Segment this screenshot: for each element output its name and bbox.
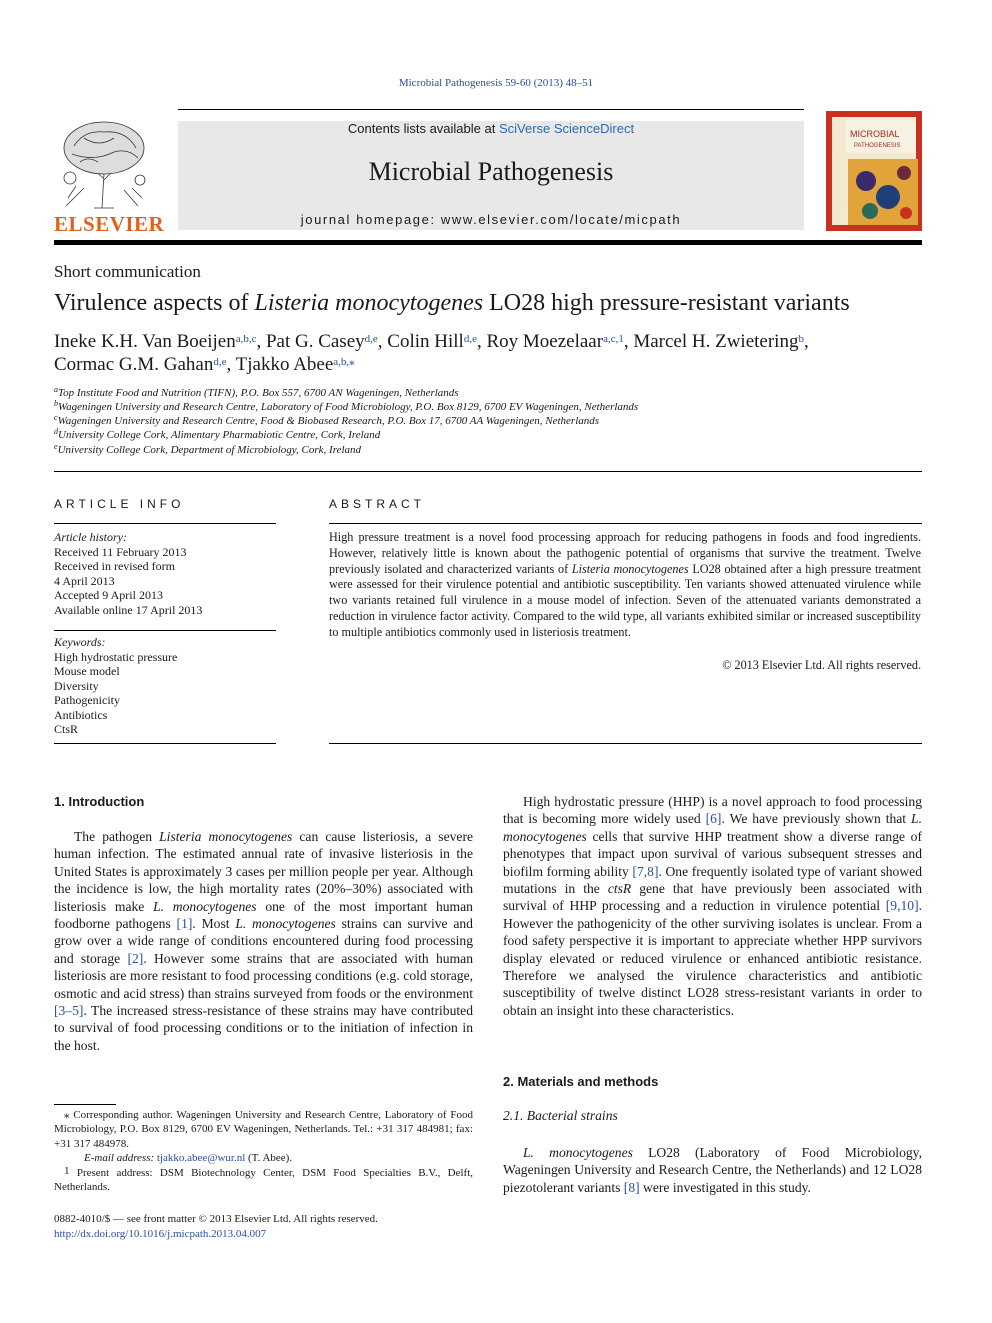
- citation-link[interactable]: [3–5]: [54, 1003, 84, 1019]
- author-name: Ineke K.H. Van Boeijen: [54, 331, 236, 352]
- strains-paragraph: [503, 1144, 922, 1196]
- affiliation-text: Wageningen University and Research Centre, Food & Biobased Research, P.O. Box 17, 6700 AA Wageningen, Netherlands: [57, 415, 600, 427]
- abstract-rule: [329, 523, 922, 524]
- affiliation: [54, 415, 599, 427]
- history-item: Received 11 February 2013: [54, 544, 187, 559]
- article-history: [54, 530, 276, 617]
- keywords: [54, 635, 276, 737]
- text: can cause listeriosis, a severe human infection. The estimated annual rate of invasive listeriosis in the United States is approximately 3 cases per million people per year. Although the incidence is low, the high mortality rates (20%–30%) associated with listeriosis make: [54, 829, 474, 914]
- citation-link[interactable]: [7,8]: [632, 863, 659, 879]
- footnote-text: Corresponding author. Wageningen University and Research Centre, Laboratory of Food Microbiology, P.O. Box 8129, 6700 EV Wageningen, Netherlands. Tel.: +31 317 484981; fax: +31 317 484978.: [54, 1109, 473, 1150]
- author-name: Tjakko Abee: [235, 354, 334, 375]
- species: L. monocytogenes: [523, 1145, 633, 1160]
- footnote-rule: [54, 1104, 116, 1105]
- header-thick-rule: [54, 240, 922, 245]
- text: . However some strains that are associated with human listeriosis are more resistant to food processing conditions (e.g. cold storage, osmotic and acid stress) than strains surveyed from foods or the environment: [54, 950, 473, 1001]
- text: . We have previously shown that: [721, 811, 912, 827]
- text: . One frequently isolated type of variant showed mutations in the: [503, 863, 923, 897]
- keyword: Pathogenicity: [54, 693, 120, 707]
- text: High hydrostatic pressure (HHP) is a novel approach to food processing that is becoming more widely used: [503, 794, 922, 827]
- affiliation: [54, 429, 380, 441]
- info-rule: [54, 743, 276, 744]
- abstract-text: [329, 530, 921, 641]
- history-item: 4 April 2013: [54, 573, 115, 588]
- author[interactable]: [486, 331, 623, 352]
- footnote-text: Present address: DSM Biotechnology Center, DSM Food Specialties B.V., Delft, Netherlands.: [54, 1166, 473, 1194]
- elsevier-tree-icon: [54, 118, 156, 210]
- homepage-url[interactable]: www.elsevier.com/locate/micpath: [440, 212, 682, 227]
- strains-heading: 2.1. Bacterial strains: [503, 1108, 618, 1123]
- affiliation-text: University College Cork, Department of Microbiology, Cork, Ireland: [57, 444, 362, 456]
- author-name: Cormac G.M. Gahan: [54, 354, 214, 375]
- abstract-heading: ABSTRACT: [329, 497, 426, 511]
- footnote-mark: 1: [64, 1164, 70, 1177]
- species: L. monocytogenes: [503, 811, 922, 844]
- methods-heading: 2. Materials and methods: [503, 1074, 659, 1089]
- title-part: Virulence aspects of: [54, 290, 255, 316]
- author-affil[interactable]: d,e: [213, 356, 227, 368]
- citation-link[interactable]: [9,10]: [885, 898, 919, 914]
- author[interactable]: [266, 331, 378, 352]
- history-item: Accepted 9 April 2013: [54, 588, 163, 602]
- text: . However the pathogenicity of the other surviving isolates is unclear. From a food safety perspective it is important to appreciate whether HPP survivors display elevated or reduced virulence or enhanced antibiotic resistance. Therefore we analysed the virulence characteristics and antibiotic susceptibility of twelve distinct LO28 stress-resistant variants in order to obtain an insight into these characteristics.: [503, 898, 922, 1018]
- keywords-label: Keywords:: [54, 635, 106, 649]
- affiliation-key: c: [54, 413, 58, 422]
- text: . The increased stress-resistance of these strains may have contributed to survival of food processing conditions or to the initiation of infection in the host.: [54, 1003, 473, 1053]
- citation-link[interactable]: [6]: [705, 811, 722, 827]
- text: The pathogen: [74, 829, 160, 844]
- elsevier-logo: [54, 118, 165, 236]
- corresponding-author-note: [54, 1108, 473, 1151]
- keyword: Mouse model: [54, 664, 120, 678]
- present-address-note: [54, 1166, 473, 1195]
- author-name: Marcel H. Zwietering: [633, 331, 799, 352]
- keyword: High hydrostatic pressure: [54, 649, 178, 664]
- text: were investigated in this study.: [639, 1179, 811, 1195]
- journal-citation[interactable]: Microbial Pathogenesis 59-60 (2013) 48–51: [398, 77, 594, 89]
- author-affil[interactable]: d,e: [463, 333, 477, 345]
- text: cells that survive HHP treatment show a diverse range of phenotypes that impact upon survival of various subsequent stresses and biofilm forming ability: [503, 828, 922, 879]
- copyright: © 2013 Elsevier Ltd. All rights reserved.: [722, 658, 921, 672]
- doi-link[interactable]: http://dx.doi.org/10.1016/j.micpath.2013.04.007: [54, 1228, 267, 1240]
- title-species: Listeria monocytogenes: [254, 290, 484, 316]
- author[interactable]: [236, 354, 355, 375]
- abstract-species: Listeria monocytogenes: [571, 561, 689, 576]
- author-affil[interactable]: d,e: [364, 333, 378, 345]
- issn-line: 0882-4010/$ — see front matter © 2013 Elsevier Ltd. All rights reserved.: [54, 1213, 378, 1225]
- email-note: [54, 1151, 473, 1165]
- author-name: Pat G. Casey: [265, 331, 365, 352]
- affiliation-text: Wageningen University and Research Centre, Laboratory of Food Microbiology, P.O. Box 8129, 6700 EV Wageningen, Netherlands: [58, 401, 639, 413]
- author-affil[interactable]: a,b,c: [235, 333, 257, 345]
- footnote-mark: ⁎: [64, 1109, 70, 1121]
- author-list: Ineke K.H. Van Boeijen$^{a,b,c}$, Pat G. Casey$^{d,e}$, Colin Hill$^{d,e}$, Roy Moezelaar$^{a,c,1}$, Marcel H. Zwietering$^b$, Cormac G.M. Gahan$^{d,e}$, Tjakko Abee$^{a,b,⁎}$: [54, 331, 809, 375]
- intro-heading: 1. Introduction: [54, 794, 145, 809]
- author[interactable]: [387, 331, 477, 352]
- contents-prefix: Contents lists available at: [347, 121, 499, 136]
- email-label: E-mail address:: [84, 1152, 157, 1165]
- citation-link[interactable]: [2]: [127, 950, 144, 966]
- affiliation-key: d: [54, 427, 58, 436]
- affiliation-key: a: [54, 385, 58, 394]
- history-item: Received in revised form: [54, 559, 175, 573]
- email-link[interactable]: tjakko.abee@wur.nl: [156, 1152, 246, 1165]
- info-rule: [54, 523, 276, 524]
- affiliation: [54, 444, 361, 456]
- section-rule: [54, 471, 922, 472]
- abstract-rule: [329, 743, 922, 744]
- footnotes: [54, 1108, 473, 1194]
- text: one of the most important human foodborne pathogens: [54, 898, 473, 932]
- cover-art-icon: [826, 111, 922, 231]
- keyword: Diversity: [54, 678, 99, 693]
- author-affil[interactable]: a,c,1: [603, 333, 624, 345]
- species: L. monocytogenes: [153, 898, 257, 914]
- header-rule: [178, 109, 804, 110]
- sciencedirect-link[interactable]: SciVerse ScienceDirect: [498, 121, 635, 136]
- species: Listeria monocytogenes: [159, 829, 293, 844]
- intro-paragraph-1: [54, 828, 473, 1054]
- info-rule: [54, 630, 276, 631]
- history-label: Article history:: [54, 530, 127, 544]
- abstract-part: LO28 obtained after a high pressure treatment were assessed for their virulence potential and antibiotic susceptibility. Ten variants showed attenuated virulence while two variants retained full virulence in a mouse model of infection. Seven of the attenuated variants demonstrated a reduction in virulence factor activity. Compared to the wild type, all variants exhibited similar or increased susceptibility to multiple antibiotics commonly used in listeriosis treatment.: [329, 561, 921, 639]
- author-affil[interactable]: b: [798, 333, 804, 345]
- email-suffix: (T. Abee).: [245, 1152, 293, 1165]
- author[interactable]: [54, 331, 256, 352]
- title-part: LO28 high pressure-resistant variants: [483, 290, 850, 316]
- text: . Most: [192, 916, 236, 932]
- abstract-part: High pressure treatment is a novel food processing approach for reducing pathogens in foods and food ingredients. However, relatively little is known about the pathogenic potential of organisms that survive the treatment. Twelve previously isolated and characterized variants of: [329, 530, 921, 576]
- cover-title-line2: PATHOGENESIS: [854, 143, 901, 149]
- citation-link[interactable]: [8]: [623, 1179, 640, 1195]
- history-item: Available online 17 April 2013: [54, 602, 203, 617]
- keyword: CtsR: [54, 722, 79, 736]
- author-name: Colin Hill: [387, 331, 464, 352]
- homepage-prefix: journal homepage:: [300, 212, 441, 227]
- journal-homepage: [178, 212, 804, 227]
- intro-paragraph-2: [503, 793, 922, 1019]
- affiliation-text: Top Institute Food and Nutrition (TIFN), P.O. Box 557, 6700 AN Wageningen, Netherlands: [58, 387, 459, 399]
- author-name: Roy Moezelaar: [486, 331, 604, 352]
- species: L. monocytogenes: [235, 916, 336, 932]
- affiliation: [54, 387, 459, 399]
- author[interactable]: [633, 331, 804, 352]
- elsevier-wordmark: ELSEVIER: [54, 212, 165, 236]
- author[interactable]: [54, 354, 227, 375]
- contents-line: [178, 121, 804, 136]
- author-affil[interactable]: a,b,⁎: [333, 356, 355, 368]
- front-matter: [54, 1212, 378, 1242]
- text: gene that have previously been associated with survival of HHP processing and a reduction in virulence potential: [503, 881, 923, 914]
- text: strains can survive and grow over a wide range of conditions encountered during food processing and storage: [54, 916, 473, 966]
- affiliation-key: e: [54, 442, 58, 451]
- affiliation-key: b: [54, 399, 58, 408]
- text: LO28 (Laboratory of Food Microbiology, Wageningen University and Research Centre, the Netherlands) and 12 LO28 piezotolerant variants: [503, 1145, 922, 1195]
- article-title: [54, 290, 934, 317]
- journal-cover: [826, 111, 922, 231]
- cover-title-line1: MICROBIAL: [850, 129, 900, 139]
- article-type: Short communication: [54, 262, 201, 281]
- citation-link[interactable]: [1]: [176, 916, 193, 932]
- gene: ctsR: [607, 881, 632, 897]
- keyword: Antibiotics: [54, 707, 108, 722]
- affiliation-text: University College Cork, Alimentary Pharmabiotic Centre, Cork, Ireland: [58, 429, 381, 441]
- article-info-heading: ARTICLE INFO: [54, 497, 185, 511]
- journal-name: Microbial Pathogenesis: [368, 157, 614, 186]
- affiliation: [54, 401, 638, 413]
